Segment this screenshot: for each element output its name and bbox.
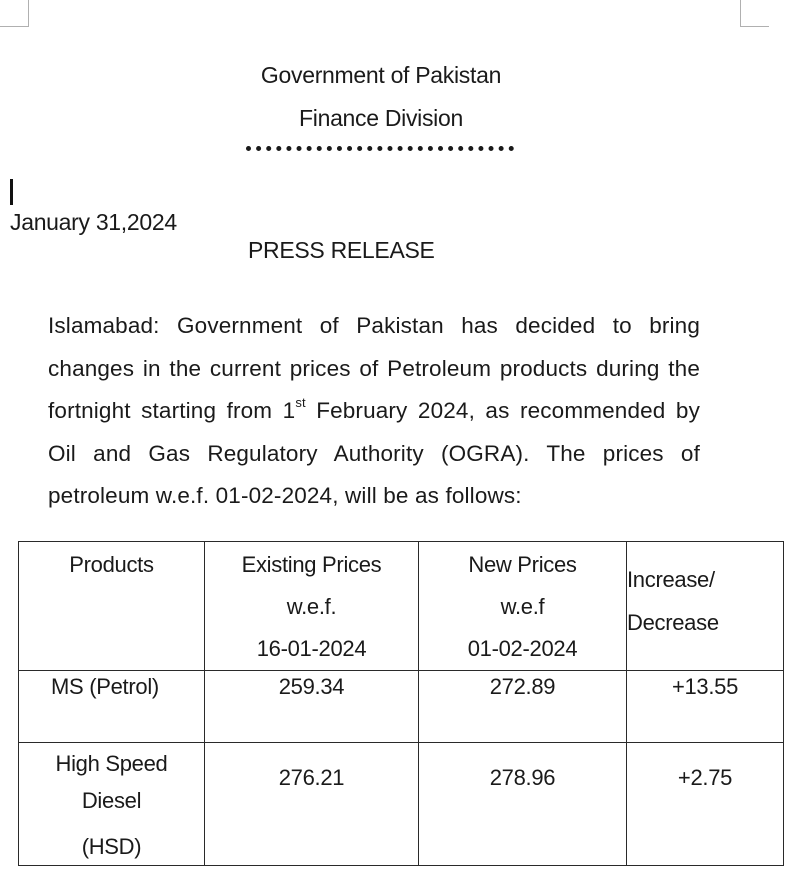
body-text-part1: Islamabad: Government of Pakistan has decided to bring changes in the current prices of Petroleum products during the fortnight starting from 1 — [48, 313, 700, 423]
new-price: 278.96 — [419, 743, 627, 866]
table-header-row — [19, 542, 784, 671]
table-row — [19, 743, 784, 866]
header-new-prices: New Prices w.e.f 01-02-2024 — [419, 542, 627, 671]
text-cursor — [10, 179, 13, 205]
table-row — [19, 671, 784, 743]
press-release-title: PRESS RELEASE — [248, 237, 435, 263]
price-table — [18, 541, 784, 866]
header-division: Finance Division — [299, 105, 463, 131]
new-price: 272.89 — [419, 671, 627, 743]
existing-price: 276.21 — [205, 743, 419, 866]
release-date: January 31,2024 — [10, 209, 177, 235]
header-increase-decrease: Increase/ Decrease — [627, 542, 784, 671]
body-paragraph — [48, 305, 700, 518]
header-government: Government of Pakistan — [260, 62, 502, 88]
existing-price: 259.34 — [205, 671, 419, 743]
body-text-part2: February 2024, as recommended by Oil and Gas Regulatory Authority (OGRA). The prices of petroleum w.e.f. 01-02-2024, will be as follows: — [48, 398, 700, 508]
product-name: High Speed Diesel (HSD) — [19, 743, 205, 866]
header-products: Products — [19, 542, 205, 671]
dotted-separator — [246, 146, 514, 151]
ordinal-superscript: st — [295, 395, 306, 410]
product-name: MS (Petrol) — [19, 671, 205, 743]
price-change: +13.55 — [627, 671, 784, 743]
header-existing-prices: Existing Prices w.e.f. 16-01-2024 — [205, 542, 419, 671]
page-corner-mark-right — [740, 0, 769, 27]
price-change: +2.75 — [627, 743, 784, 866]
page-corner-mark-left — [0, 0, 29, 27]
